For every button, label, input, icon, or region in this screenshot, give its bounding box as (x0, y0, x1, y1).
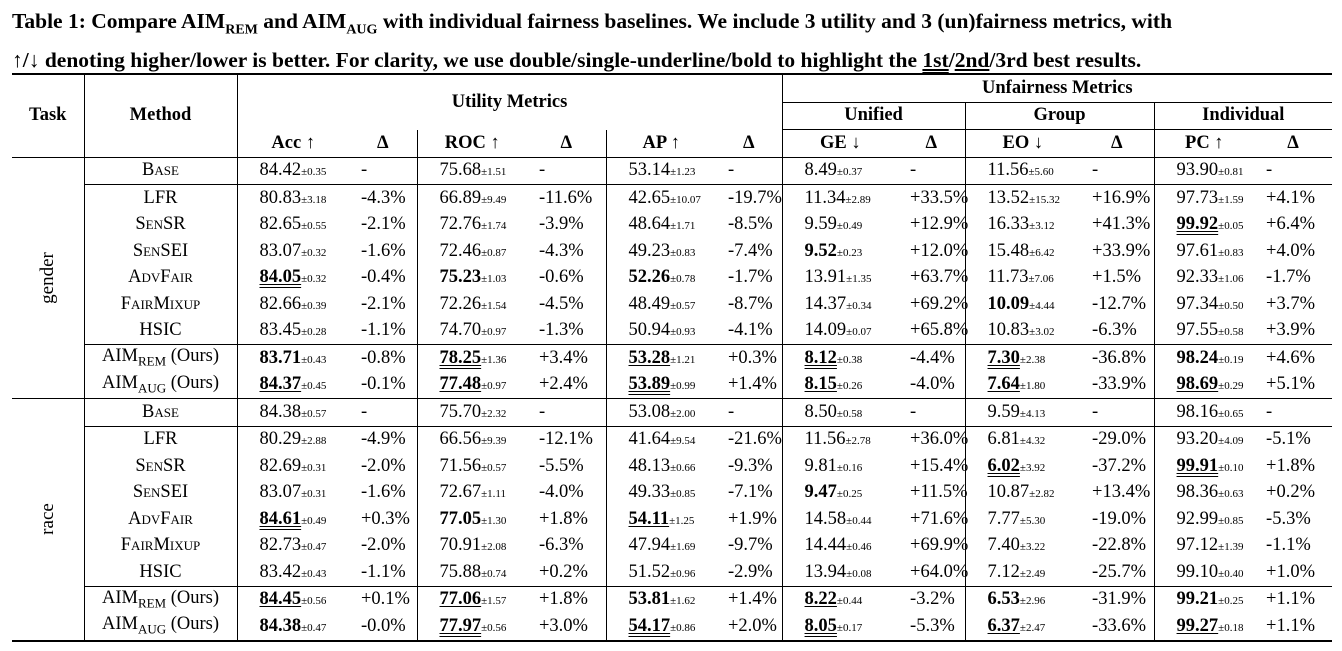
metric-delta: +12.9% (898, 212, 965, 239)
metric-delta: +64.0% (898, 559, 965, 586)
col-delta: Δ (898, 130, 965, 158)
metric-delta: +36.0% (898, 426, 965, 453)
metric-delta: +3.7% (1266, 293, 1316, 314)
metric-value: 9.81±0.16 (804, 455, 863, 476)
metric-delta: -19.7% (716, 185, 782, 212)
metric-delta: +1.8% (527, 586, 606, 613)
metric-delta: -2.1% (349, 291, 417, 318)
table-row (12, 372, 1332, 399)
table-row (12, 506, 1332, 533)
metric-value: 9.47±0.25 (804, 482, 863, 503)
col-roc: ROC ↑ (444, 132, 500, 153)
metric-delta: +15.4% (898, 453, 965, 480)
caption-line-2: ↑/↓ denoting higher/lower is better. For clarity, we use double/single-underline/bold to highlight the 1st/2nd/3rd best results. (12, 48, 1142, 73)
metric-delta: +1.1% (1266, 615, 1316, 636)
metric-value: 8.22±0.44 (804, 589, 863, 610)
metric-delta: -22.8% (1080, 533, 1154, 560)
metric-delta: -4.1% (716, 318, 782, 345)
metric-delta: -4.0% (527, 480, 606, 507)
metric-delta: +0.3% (716, 345, 782, 372)
metric-delta: -5.3% (898, 613, 965, 641)
metric-delta: -8.5% (716, 212, 782, 239)
metric-value: 84.61±0.49 (259, 508, 327, 529)
metric-delta: +41.3% (1080, 212, 1154, 239)
metric-value: 13.91±1.35 (804, 267, 872, 288)
metric-value: 82.65±0.55 (259, 214, 327, 235)
metric-delta: - (527, 399, 606, 427)
metric-value: 16.33±3.12 (987, 214, 1055, 235)
metric-value: 99.91±0.10 (1176, 455, 1244, 476)
metric-value: 7.12±2.49 (987, 561, 1046, 582)
metric-delta: -0.1% (349, 372, 417, 399)
metric-delta: +1.4% (716, 372, 782, 399)
metric-value: 54.17±0.86 (628, 615, 696, 636)
method-name: SenSEI (84, 238, 237, 265)
table-row (12, 533, 1332, 560)
metric-value: 75.88±0.74 (439, 561, 507, 582)
metric-value: 7.30±2.38 (987, 347, 1046, 368)
metric-value: 97.55±0.58 (1176, 320, 1244, 341)
metric-delta: -1.3% (527, 318, 606, 345)
metric-delta: -3.9% (527, 212, 606, 239)
metric-value: 77.05±1.30 (439, 508, 507, 529)
metric-delta: +12.0% (898, 238, 965, 265)
method-name: $AIM_{AUG}$ (Ours) (84, 372, 237, 399)
metric-value: 66.89±9.49 (439, 187, 507, 208)
metric-delta: -1.6% (349, 480, 417, 507)
method-name: HSIC (84, 559, 237, 586)
metric-value: 82.69±0.31 (259, 455, 327, 476)
metric-value: 53.08±2.00 (628, 401, 696, 422)
metric-value: 99.92±0.05 (1176, 214, 1244, 235)
metric-value: 82.73±0.47 (259, 535, 327, 556)
metric-delta: -1.7% (716, 265, 782, 292)
col-delta: Δ (527, 130, 606, 158)
metric-value: 53.89±0.99 (628, 374, 696, 395)
metric-delta: -4.3% (349, 185, 417, 212)
metric-value: 74.70±0.97 (439, 320, 507, 341)
header-group: Group (965, 102, 1154, 130)
metric-value: 50.94±0.93 (628, 320, 696, 341)
table-row (12, 399, 1332, 427)
metric-delta: -19.0% (1080, 506, 1154, 533)
metric-value: 66.56±9.39 (439, 429, 507, 450)
metric-delta: +1.4% (716, 586, 782, 613)
metric-value: 11.56±2.78 (804, 429, 871, 450)
metric-value: 72.46±0.87 (439, 240, 507, 261)
metric-value: 84.42±0.35 (259, 160, 327, 181)
metric-value: 9.59±0.49 (804, 214, 863, 235)
metric-delta: -5.1% (1266, 429, 1311, 450)
metric-value: 54.11±1.25 (628, 508, 695, 529)
metric-value: 7.40±3.22 (987, 535, 1046, 556)
metric-delta: -7.1% (716, 480, 782, 507)
metric-delta: -1.6% (349, 238, 417, 265)
metric-delta: +1.8% (1266, 455, 1316, 476)
metric-value: 92.99±0.85 (1176, 508, 1244, 529)
metric-value: 11.34±2.89 (804, 187, 871, 208)
metric-delta: -2.0% (349, 453, 417, 480)
results-body (12, 157, 1332, 641)
metric-delta: -2.1% (349, 212, 417, 239)
metric-value: 70.91±2.08 (439, 535, 507, 556)
metric-value: 8.50±0.58 (804, 401, 863, 422)
metric-delta: +0.1% (349, 586, 417, 613)
task-label: race (36, 503, 58, 536)
metric-delta: -12.1% (527, 426, 606, 453)
method-name: $AIM_{REM}$ (Ours) (84, 345, 237, 372)
header-task: Task (12, 74, 84, 157)
metric-value: 49.23±0.83 (628, 240, 696, 261)
metric-delta: +65.8% (898, 318, 965, 345)
metric-value: 78.25±1.36 (439, 347, 507, 368)
metric-delta: +1.5% (1080, 265, 1154, 292)
metric-value: 75.70±2.32 (439, 401, 507, 422)
metric-delta: +5.1% (1266, 374, 1316, 395)
table-row (12, 586, 1332, 613)
metric-value: 84.38±0.57 (259, 401, 327, 422)
metric-value: 98.24±0.19 (1176, 347, 1244, 368)
metric-value: 51.52±0.96 (628, 561, 696, 582)
metric-delta: +33.9% (1080, 238, 1154, 265)
metric-delta: -5.3% (1266, 508, 1311, 529)
col-pc: PC ↑ (1185, 132, 1224, 153)
metric-value: 72.76±1.74 (439, 214, 507, 235)
metric-delta: -12.7% (1080, 291, 1154, 318)
metric-value: 14.09±0.07 (804, 320, 872, 341)
table-row (12, 559, 1332, 586)
metric-delta: -1.1% (1266, 535, 1311, 556)
metric-value: 6.53±2.96 (987, 589, 1046, 610)
table-row (12, 613, 1332, 641)
metric-delta: -0.6% (527, 265, 606, 292)
metric-value: 14.58±0.44 (804, 508, 872, 529)
table-row (12, 157, 1332, 185)
metric-value: 53.28±1.21 (628, 347, 696, 368)
metric-delta: -36.8% (1080, 345, 1154, 372)
metric-value: 80.83±3.18 (259, 187, 327, 208)
metric-delta: +1.8% (527, 506, 606, 533)
metric-delta: -3.2% (898, 586, 965, 613)
metric-delta: -0.0% (349, 613, 417, 641)
metric-delta: +0.2% (527, 559, 606, 586)
header-unfairness: Unfairness Metrics (782, 74, 1332, 102)
metric-value: 10.83±3.02 (987, 320, 1055, 341)
metric-value: 8.12±0.38 (804, 347, 863, 368)
metric-value: 80.29±2.88 (259, 429, 327, 450)
metric-value: 9.52±0.23 (804, 240, 863, 261)
method-name: SenSEI (84, 480, 237, 507)
method-name: SenSR (84, 453, 237, 480)
metric-value: 75.23±1.03 (439, 267, 507, 288)
metric-value: 47.94±1.69 (628, 535, 696, 556)
metric-delta: +71.6% (898, 506, 965, 533)
metric-value: 99.10±0.40 (1176, 561, 1244, 582)
results-table (12, 73, 1332, 642)
metric-value: 11.73±7.06 (987, 267, 1054, 288)
metric-value: 83.07±0.32 (259, 240, 327, 261)
metric-delta: +2.4% (527, 372, 606, 399)
header-individual: Individual (1154, 102, 1332, 130)
method-name: Base (84, 399, 237, 427)
metric-value: 84.37±0.45 (259, 374, 327, 395)
metric-value: 14.37±0.34 (804, 293, 872, 314)
metric-delta: +13.4% (1080, 480, 1154, 507)
metric-value: 93.90±0.81 (1176, 160, 1244, 181)
metric-value: 15.48±6.42 (987, 240, 1055, 261)
legend-second: 2nd (954, 48, 990, 73)
metric-delta: -29.0% (1080, 426, 1154, 453)
metric-delta: +33.5% (898, 185, 965, 212)
metric-delta: +69.9% (898, 533, 965, 560)
col-acc: Acc ↑ (271, 132, 316, 153)
metric-delta: -11.6% (527, 185, 606, 212)
legend-first: 1st (922, 48, 949, 73)
metric-value: 72.26±1.54 (439, 293, 507, 314)
metric-value: 52.26±0.78 (628, 267, 696, 288)
metric-value: 42.65±10.07 (628, 187, 701, 208)
method-name: $AIM_{AUG}$ (Ours) (84, 613, 237, 641)
metric-value: 41.64±9.54 (628, 429, 696, 450)
method-name: AdvFair (84, 506, 237, 533)
metric-delta: -4.0% (898, 372, 965, 399)
table-row (12, 480, 1332, 507)
metric-value: 7.77±5.30 (987, 508, 1046, 529)
method-name: SenSR (84, 212, 237, 239)
metric-value: 75.68±1.51 (439, 160, 507, 181)
metric-delta: +63.7% (898, 265, 965, 292)
metric-value: 98.16±0.65 (1176, 401, 1244, 422)
metric-delta: +4.0% (1266, 240, 1316, 261)
metric-value: 97.73±1.59 (1176, 187, 1244, 208)
header-utility: Utility Metrics (237, 74, 782, 130)
metric-value: 99.21±0.25 (1176, 589, 1244, 610)
metric-value: 98.69±0.29 (1176, 374, 1244, 395)
table-row (12, 426, 1332, 453)
table-row (12, 291, 1332, 318)
method-name: Base (84, 157, 237, 185)
metric-value: 93.20±4.09 (1176, 429, 1244, 450)
metric-value: 14.44±0.46 (804, 535, 872, 556)
metric-delta: -6.3% (527, 533, 606, 560)
metric-delta: - (349, 399, 417, 427)
metric-delta: +1.1% (1266, 589, 1316, 610)
metric-delta: +3.9% (1266, 320, 1316, 341)
col-ap: AP ↑ (642, 132, 680, 153)
task-label: gender (36, 251, 58, 304)
metric-delta: - (716, 157, 782, 185)
method-name: FairMixup (84, 533, 237, 560)
metric-value: 72.67±1.11 (439, 482, 507, 503)
metric-delta: +4.1% (1266, 187, 1316, 208)
method-name: LFR (84, 426, 237, 453)
metric-delta: -1.1% (349, 318, 417, 345)
metric-value: 13.52±15.32 (987, 187, 1060, 208)
metric-delta: -4.4% (898, 345, 965, 372)
metric-value: 84.05±0.32 (259, 267, 327, 288)
metric-value: 6.02±3.92 (987, 455, 1046, 476)
metric-delta: -33.6% (1080, 613, 1154, 641)
metric-value: 48.64±1.71 (628, 214, 696, 235)
metric-delta: - (1266, 160, 1273, 181)
metric-delta: - (1080, 399, 1154, 427)
metric-value: 7.64±1.80 (987, 374, 1046, 395)
table-row (12, 318, 1332, 345)
metric-delta: +2.0% (716, 613, 782, 641)
metric-delta: +3.0% (527, 613, 606, 641)
metric-delta: - (1266, 401, 1273, 422)
metric-value: 10.09±4.44 (987, 293, 1055, 314)
metric-value: 71.56±0.57 (439, 455, 507, 476)
task-cell (12, 157, 84, 399)
metric-delta: +16.9% (1080, 185, 1154, 212)
col-eo: EO ↓ (1002, 132, 1044, 153)
header-method: Method (84, 74, 237, 157)
metric-value: 9.59±4.13 (987, 401, 1046, 422)
metric-delta: -4.5% (527, 291, 606, 318)
metric-delta: -25.7% (1080, 559, 1154, 586)
metric-value: 98.36±0.63 (1176, 482, 1244, 503)
metric-delta: +11.5% (898, 480, 965, 507)
method-name: AdvFair (84, 265, 237, 292)
method-name: FairMixup (84, 291, 237, 318)
metric-value: 83.45±0.28 (259, 320, 327, 341)
caption-line-1: Table 1: Compare $AIM_{REM}$ and $AIM_{AUG}$ with individual fairness baselines. We include 3 utility and 3 (un)fairness metrics, with (12, 9, 1173, 38)
table-row (12, 212, 1332, 239)
metric-delta: -0.4% (349, 265, 417, 292)
metric-delta: - (527, 157, 606, 185)
metric-value: 83.71±0.43 (259, 347, 327, 368)
metric-value: 6.81±4.32 (987, 429, 1046, 450)
metric-delta: -2.0% (349, 533, 417, 560)
metric-value: 48.13±0.66 (628, 455, 696, 476)
header-unified: Unified (782, 102, 965, 130)
metric-delta: +1.9% (716, 506, 782, 533)
metric-delta: -7.4% (716, 238, 782, 265)
metric-delta: -5.5% (527, 453, 606, 480)
method-name: HSIC (84, 318, 237, 345)
method-name: LFR (84, 185, 237, 212)
metric-delta: +1.0% (1266, 561, 1316, 582)
col-ge: GE ↓ (819, 132, 861, 153)
metric-delta: -4.3% (527, 238, 606, 265)
metric-delta: - (349, 157, 417, 185)
table-row (12, 185, 1332, 212)
metric-value: 99.27±0.18 (1176, 615, 1244, 636)
metric-delta: -21.6% (716, 426, 782, 453)
metric-value: 84.45±0.56 (259, 589, 327, 610)
metric-delta: -9.7% (716, 533, 782, 560)
task-cell (12, 399, 84, 641)
col-delta: Δ (1080, 130, 1154, 158)
metric-delta: +0.3% (349, 506, 417, 533)
metric-value: 77.06±1.57 (439, 589, 507, 610)
metric-delta: -4.9% (349, 426, 417, 453)
table-row (12, 453, 1332, 480)
metric-value: 97.61±0.83 (1176, 240, 1244, 261)
metric-value: 77.97±0.56 (439, 615, 507, 636)
metric-value: 77.48±0.97 (439, 374, 507, 395)
metric-delta: -1.1% (349, 559, 417, 586)
metric-delta: -33.9% (1080, 372, 1154, 399)
metric-value: 83.42±0.43 (259, 561, 327, 582)
metric-value: 97.12±1.39 (1176, 535, 1244, 556)
col-delta: Δ (716, 130, 782, 158)
table-caption (12, 6, 1332, 75)
metric-value: 48.49±0.57 (628, 293, 696, 314)
metric-value: 53.81±1.62 (628, 589, 696, 610)
metric-delta: - (898, 157, 965, 185)
col-delta: Δ (349, 130, 417, 158)
method-name: $AIM_{REM}$ (Ours) (84, 586, 237, 613)
metric-delta: +3.4% (527, 345, 606, 372)
metric-value: 53.14±1.23 (628, 160, 696, 181)
metric-value: 11.56±5.60 (987, 160, 1054, 181)
metric-value: 10.87±2.82 (987, 482, 1055, 503)
metric-delta: +0.2% (1266, 482, 1316, 503)
table-row (12, 345, 1332, 372)
metric-delta: -31.9% (1080, 586, 1154, 613)
metric-value: 84.38±0.47 (259, 615, 327, 636)
metric-value: 97.34±0.50 (1176, 293, 1244, 314)
metric-value: 92.33±1.06 (1176, 267, 1244, 288)
metric-delta: -37.2% (1080, 453, 1154, 480)
metric-value: 8.49±0.37 (804, 160, 863, 181)
metric-delta: -1.7% (1266, 267, 1311, 288)
table-row (12, 238, 1332, 265)
metric-value: 8.05±0.17 (804, 615, 863, 636)
metric-delta: - (898, 399, 965, 427)
metric-delta: -0.8% (349, 345, 417, 372)
metric-delta: -8.7% (716, 291, 782, 318)
metric-value: 8.15±0.26 (804, 374, 863, 395)
metric-delta: -2.9% (716, 559, 782, 586)
metric-delta: - (1080, 157, 1154, 185)
metric-delta: - (716, 399, 782, 427)
metric-value: 49.33±0.85 (628, 482, 696, 503)
metric-delta: +6.4% (1266, 214, 1316, 235)
metric-value: 83.07±0.31 (259, 482, 327, 503)
metric-value: 13.94±0.08 (804, 561, 872, 582)
metric-value: 6.37±2.47 (987, 615, 1046, 636)
metric-delta: +4.6% (1266, 347, 1316, 368)
table-row (12, 265, 1332, 292)
metric-value: 82.66±0.39 (259, 293, 327, 314)
col-delta: Δ (1287, 132, 1299, 153)
metric-delta: -9.3% (716, 453, 782, 480)
metric-delta: +69.2% (898, 291, 965, 318)
metric-delta: -6.3% (1080, 318, 1154, 345)
